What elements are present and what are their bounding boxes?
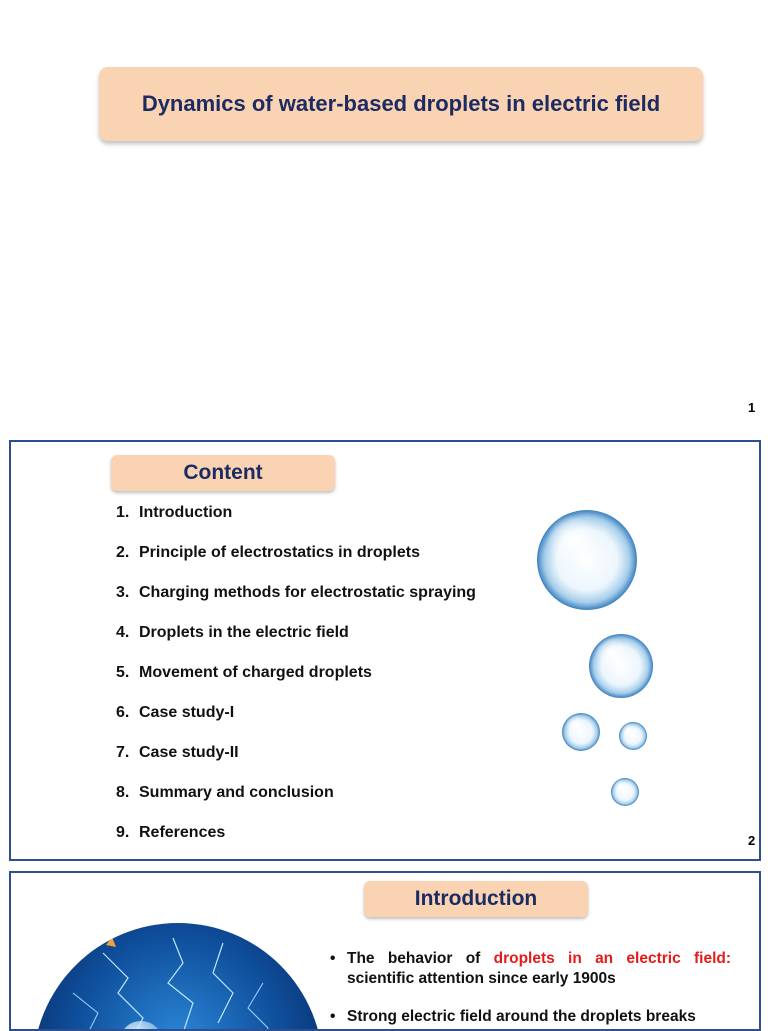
introduction-heading-text: Introduction — [414, 887, 538, 910]
slide3-frame — [9, 871, 761, 1031]
toc-item[interactable] — [116, 664, 476, 704]
content-heading-text: Content — [183, 461, 263, 484]
electric-droplets-illustration — [33, 923, 323, 1031]
toc-item[interactable] — [116, 624, 476, 664]
toc-num: 1. — [116, 504, 130, 521]
toc-num: 3. — [116, 584, 130, 601]
slide1-title-box — [99, 67, 703, 141]
lightning-icon — [33, 923, 323, 1031]
bullet2-text: Strong electric field around the droplets breaks — [347, 1008, 696, 1025]
toc-label: Droplets in the electric field — [139, 624, 349, 641]
toc-item[interactable] — [116, 744, 476, 784]
bubble-small — [619, 722, 647, 750]
slide2-page-number: 2 — [748, 833, 756, 848]
toc-num: 7. — [116, 744, 130, 761]
bullet-dot-icon: • — [330, 1008, 336, 1025]
introduction-heading — [364, 881, 588, 917]
toc-item[interactable] — [116, 504, 476, 544]
water-bubbles-illustration — [531, 502, 671, 812]
toc-item[interactable] — [116, 824, 476, 861]
bubble-tiny — [611, 778, 639, 806]
bullet-item — [329, 1007, 731, 1027]
toc-label: Principle of electrostatics in droplets — [139, 544, 420, 561]
toc-label: Charging methods for electrostatic spraying — [139, 584, 476, 601]
toc-num: 6. — [116, 704, 130, 721]
bubble-medium — [589, 634, 653, 698]
toc-num: 5. — [116, 664, 130, 681]
toc-label: Movement of charged droplets — [139, 664, 372, 681]
slide1-page-number: 1 — [748, 400, 756, 415]
toc-label: Case study-I — [139, 704, 235, 721]
toc-item[interactable] — [116, 584, 476, 624]
introduction-bullets — [329, 949, 731, 1031]
toc-label: Introduction — [139, 504, 233, 521]
bubble-small — [562, 713, 600, 751]
toc-item[interactable] — [116, 544, 476, 584]
toc-num: 8. — [116, 784, 130, 801]
toc-num: 4. — [116, 624, 130, 641]
toc-num: 2. — [116, 544, 130, 561]
bullet1-text-end: scientific attention since early 1900s — [347, 970, 616, 987]
bubble-large — [537, 510, 637, 610]
toc-label: Summary and conclusion — [139, 784, 334, 801]
table-of-contents — [116, 504, 476, 861]
toc-item[interactable] — [116, 704, 476, 744]
bullet-dot-icon: • — [330, 950, 336, 967]
toc-label: References — [139, 824, 226, 841]
toc-item[interactable] — [116, 784, 476, 824]
bullet-item — [329, 949, 731, 989]
toc-num: 9. — [116, 824, 130, 841]
slide1-title: Dynamics of water-based droplets in electric field — [141, 91, 661, 116]
content-heading — [111, 455, 335, 491]
bullet1-text: The behavior of — [347, 950, 494, 967]
slide2-frame — [9, 440, 761, 861]
bullet1-highlight: droplets in an electric field: — [493, 950, 732, 967]
toc-label: Case study-II — [139, 744, 239, 761]
